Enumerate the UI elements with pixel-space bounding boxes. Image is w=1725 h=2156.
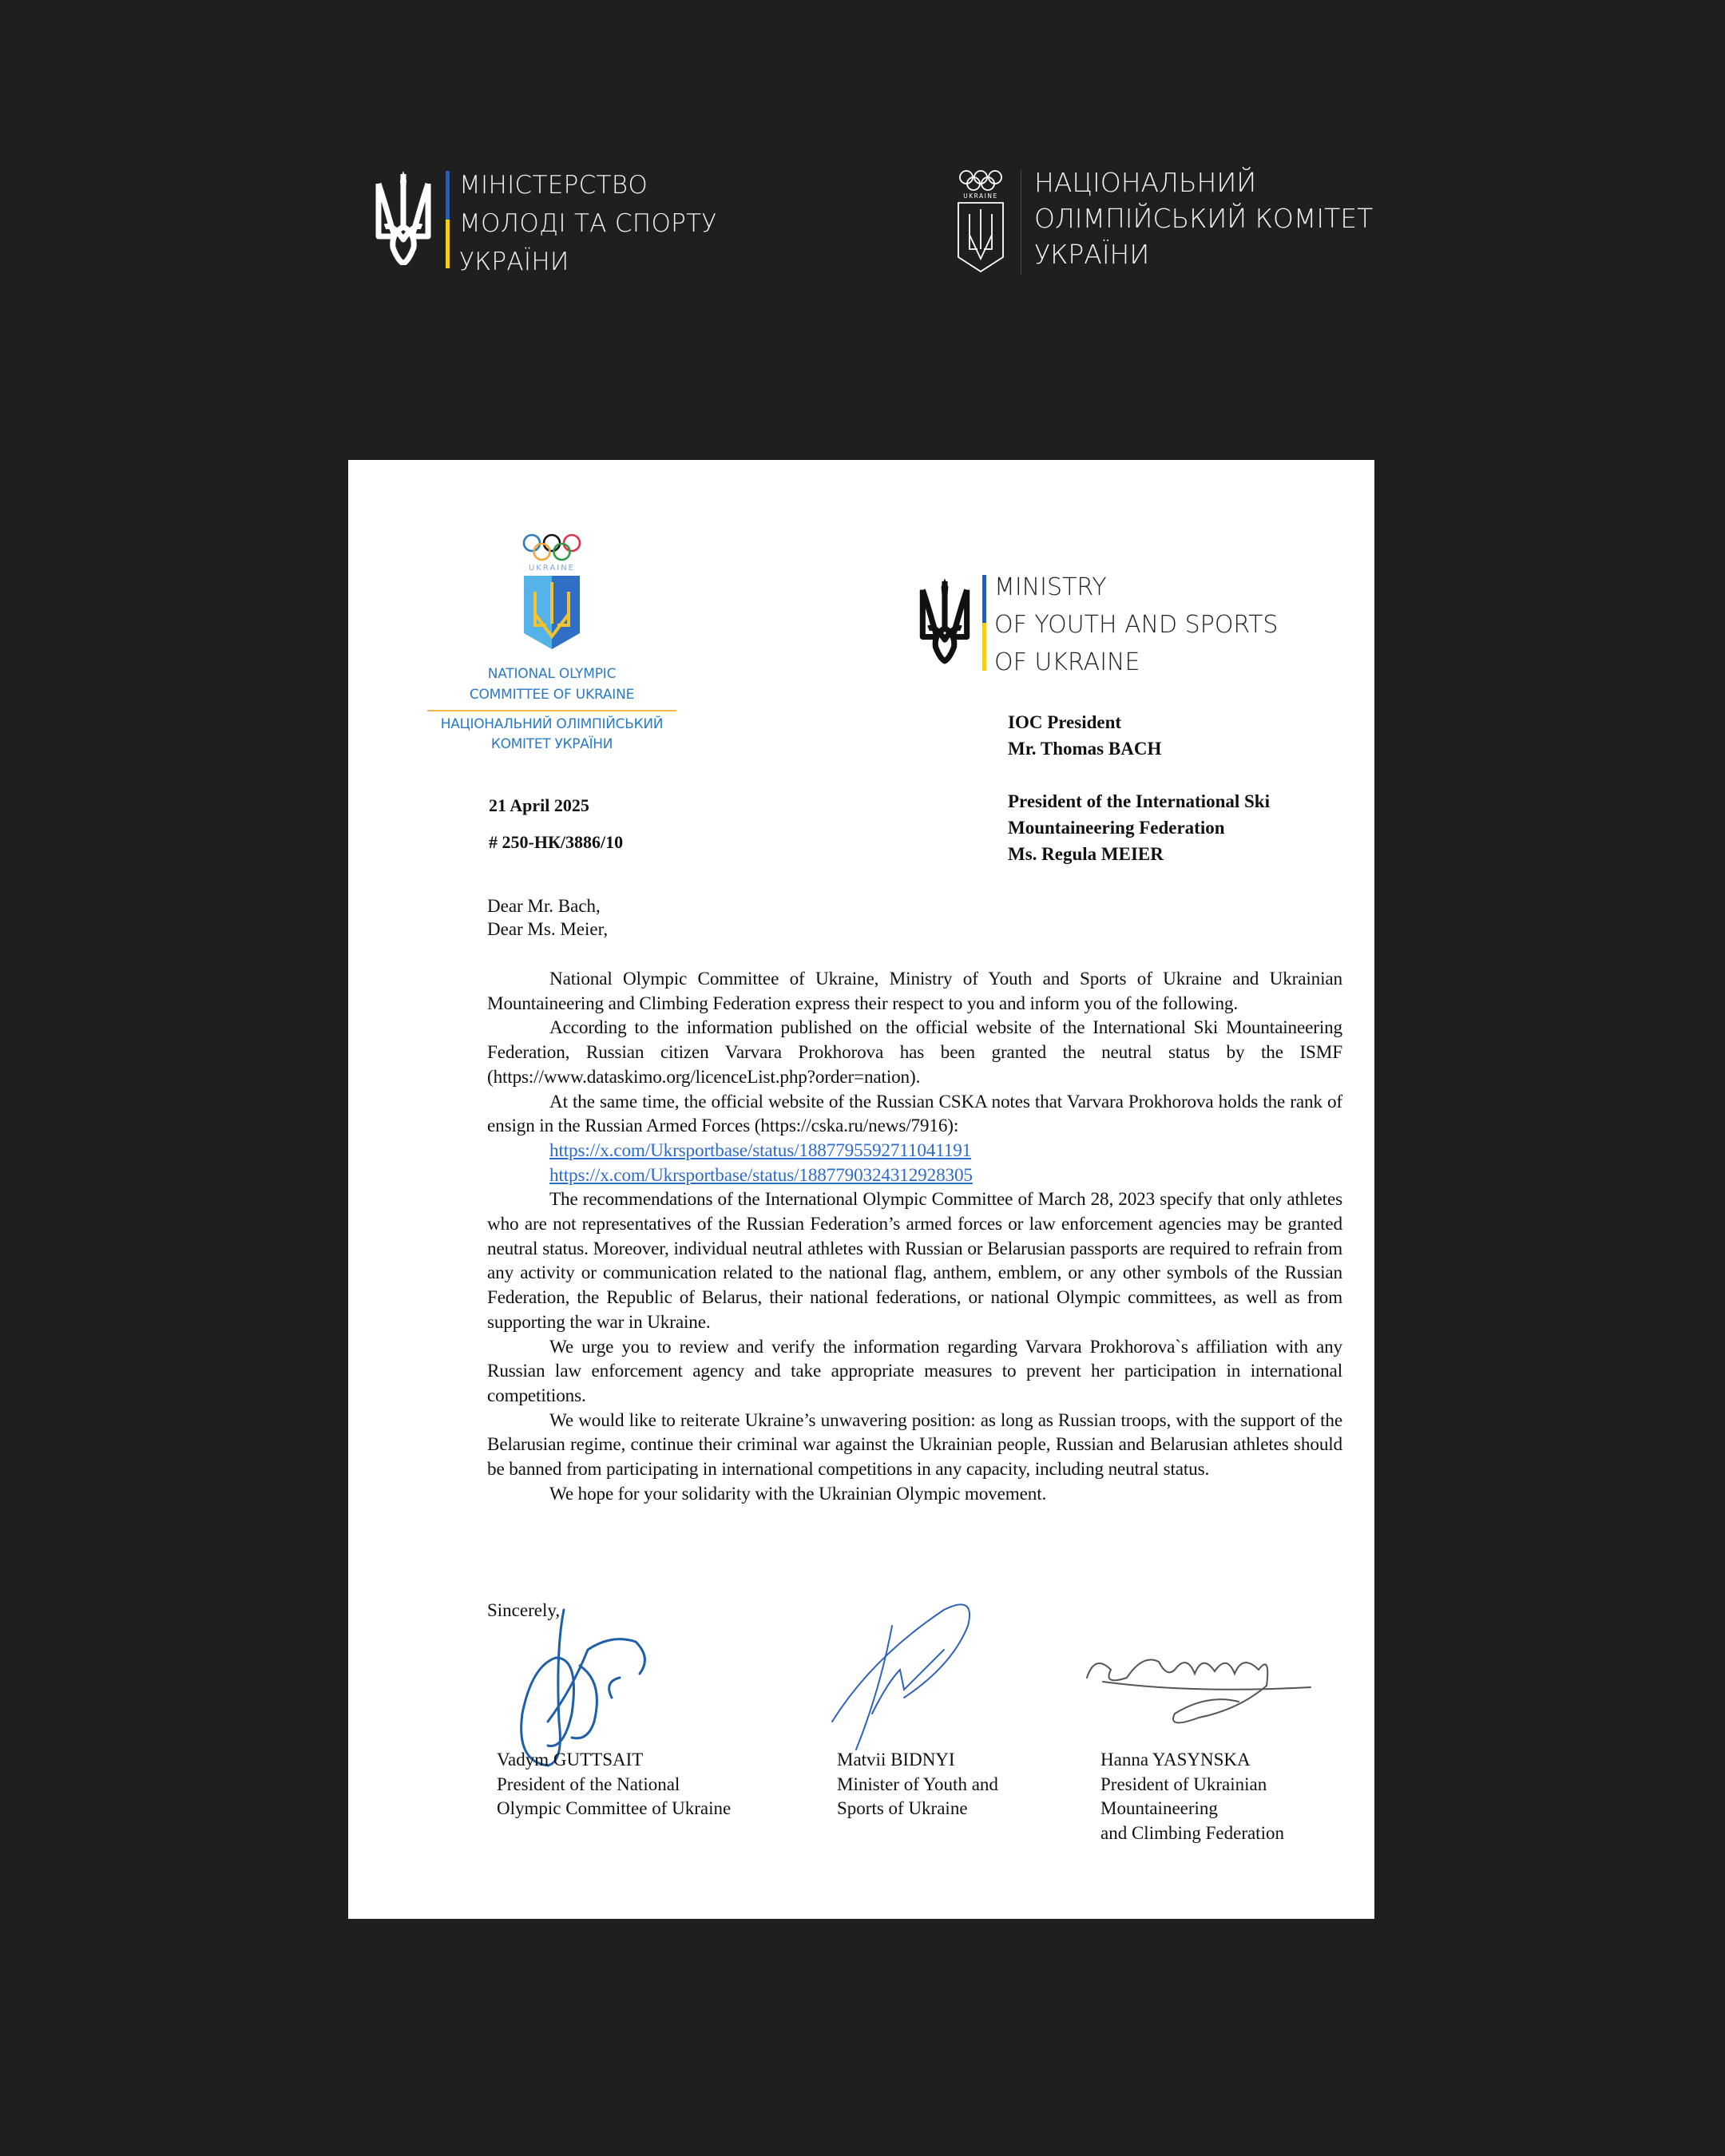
ministry-name — [994, 569, 1278, 681]
signatory-guttsait — [497, 1748, 731, 1821]
ministry-header-line: УКРАЇНИ — [459, 248, 569, 276]
noc-header-logo — [957, 169, 1373, 275]
ministry-header-title — [459, 166, 717, 281]
signatory-title: Olympic Committee of Ukraine — [497, 1798, 732, 1818]
noc-header-line: НАЦІОНАЛЬНИЙ — [1034, 167, 1257, 198]
signatory-title: Mountaineering — [1100, 1798, 1218, 1818]
ukraine-flag-bar — [982, 575, 986, 671]
letter-page — [348, 460, 1374, 1919]
ministry-name-line: OF YOUTH AND SPORTS — [994, 611, 1279, 639]
signature-bidnyi — [824, 1594, 984, 1754]
salutation-line: Dear Mr. Bach, — [487, 896, 601, 916]
signatory-title: Minister of Youth and — [837, 1774, 998, 1794]
noc-header-line: ОЛІМПІЙСЬКИЙ КОМІТЕТ — [1034, 203, 1374, 234]
ministry-header-line: МІНІСТЕРСТВО — [459, 171, 648, 200]
noc-name-en-line: NATIONAL OLYMPIC — [487, 666, 617, 682]
ministry-name-line: OF UKRAINE — [994, 648, 1140, 676]
ministry-name-line: MINISTRY — [994, 573, 1107, 601]
noc-name-en — [424, 664, 680, 705]
signature-guttsait — [500, 1602, 740, 1770]
body-paragraph: At the same time, the official website of the Russian CSKA notes that Varvara Prokhorova holds the rank of ensign in the Russian Armed Forces (https://cska.ru/news/7916): — [487, 1091, 1342, 1137]
ukraine-flag-bar — [446, 171, 450, 268]
addressee-line: Ms. Regula MEIER — [1008, 844, 1164, 864]
closing: Sincerely, — [487, 1600, 561, 1620]
signatory-title: President of Ukrainian — [1100, 1774, 1267, 1794]
source-link[interactable]: https://x.com/Ukrsportbase/status/1887790324312928305 — [549, 1164, 973, 1186]
addressee-line: President of the International Ski — [1008, 791, 1270, 811]
divider — [427, 710, 676, 711]
svg-text:UKRAINE: UKRAINE — [963, 192, 998, 200]
trident-icon — [918, 577, 971, 664]
signatory-title: President of the National — [497, 1774, 680, 1794]
letter-date: 21 April 2025 — [489, 795, 589, 815]
ministry-header-line: МОЛОДІ ТА СПОРТУ — [459, 209, 717, 238]
noc-header-line: УКРАЇНИ — [1034, 239, 1150, 270]
signatory-name: Hanna YASYNSKA — [1100, 1750, 1251, 1770]
shield-trident-icon — [524, 576, 580, 649]
source-link[interactable]: https://x.com/Ukrsportbase/status/1887795592711041191 — [549, 1139, 972, 1161]
salutation — [487, 894, 608, 941]
trident-icon — [374, 171, 433, 265]
addressee-line: Mountaineering Federation — [1008, 818, 1225, 838]
olympic-rings-icon — [521, 533, 582, 562]
signatory-bidnyi — [837, 1748, 998, 1821]
letter-body — [487, 967, 1342, 1506]
body-paragraph: According to the information published on the official website of the International Ski Mountaineering Federation, Russian citizen Varvara Prokhorova has been granted the neutral status by the ISMF (https://www.dataskimo.org/licenceList.php?order=nation). — [487, 1017, 1342, 1088]
noc-name-en-line: COMMITTEE OF UKRAINE — [469, 687, 635, 703]
olympic-rings-shield-icon — [957, 169, 1005, 273]
ministry-header-logo — [374, 171, 717, 281]
noc-letterhead-logo — [424, 533, 680, 755]
body-paragraph: National Olympic Committee of Ukraine, Ministry of Youth and Sports of Ukraine and Ukrainian Mountaineering and Climbing Federation express their respect to you and inform you of the following. — [487, 969, 1342, 1014]
body-paragraph: We urge you to review and verify the information regarding Varvara Prokhorova`s affiliation with any Russian law enforcement agency and take appropriate measures to prevent her participation in international competitions. — [487, 1336, 1342, 1406]
link-list — [487, 1139, 1342, 1187]
noc-header-title — [1034, 164, 1373, 272]
signatory-name: Vadym GUTTSAIT — [497, 1750, 644, 1770]
body-paragraph: We hope for your solidarity with the Ukrainian Olympic movement. — [549, 1483, 1047, 1504]
addressee-line: Mr. Thomas BACH — [1008, 739, 1162, 759]
noc-name-ua-line: НАЦІОНАЛЬНИЙ ОЛІМПІЙСЬКИЙ — [440, 716, 664, 732]
noc-name-ua-line: КОМІТЕТ УКРАЇНИ — [490, 736, 613, 752]
signature-yasynska — [1079, 1638, 1319, 1738]
body-paragraph: We would like to reiterate Ukraine’s unwavering position: as long as Russian troops, with the support of the Belarusian regime, continue their criminal war against the Ukrainian people, Russian and Belarusian athletes should be banned from participating in international competitions in any capacity, including neutral status. — [487, 1409, 1342, 1480]
addressee-block — [1008, 709, 1270, 867]
letter-meta — [489, 795, 623, 853]
signatory-title: Sports of Ukraine — [837, 1798, 968, 1818]
noc-name-ua — [424, 715, 680, 755]
salutation-line: Dear Ms. Meier, — [487, 919, 609, 939]
letter-reference: # 250-НК/3886/10 — [489, 832, 624, 852]
signatory-title: and Climbing Federation — [1100, 1822, 1284, 1843]
addressee-line: IOC President — [1008, 712, 1122, 732]
body-paragraph: The recommendations of the International Olympic Committee of March 28, 2023 specify that only athletes who are not representatives of the Russian Federation’s armed forces or law enforcement agencies may be granted neutral status. Moreover, individual neutral athletes with Russian or Belarusian passports are required to refrain from any activity or communication related to the national flag, anthem, emblem, or any other symbols of the Russian Federation, the Republic of Belarus, their national federations, or national Olympic committees, as well as from supporting the war in Ukraine. — [487, 1189, 1342, 1333]
ukraine-label: UKRAINE — [528, 564, 575, 573]
signatory-yasynska — [1100, 1748, 1284, 1845]
signatory-name: Matvii BIDNYI — [837, 1750, 955, 1770]
ministry-letterhead-logo — [918, 575, 1278, 681]
